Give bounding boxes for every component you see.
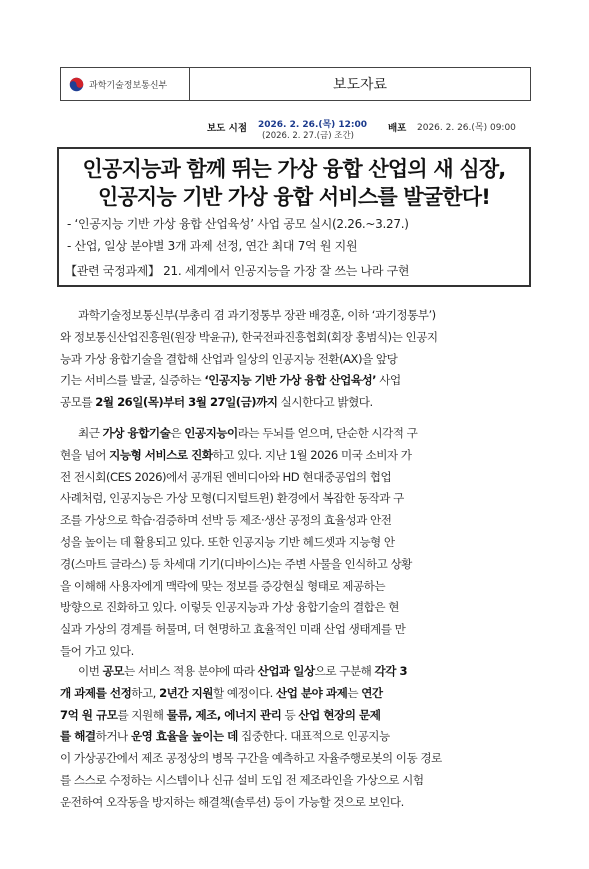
p1-line: 공모를 2월 26일(목)부터 3월 27일(금)까지 실시한다고 밝혔다. [60, 395, 373, 410]
p2-line: 최근 가상 융합기술은 인공지능이라는 두뇌를 얻으며, 단순한 시각적 구 [78, 426, 418, 440]
header-box [60, 67, 531, 101]
program-name: ‘인공지능 기반 가상 융합 산업육성’ [204, 373, 377, 388]
p3-line: 이 가상공간에서 제조 공정상의 병목 구간을 예측하고 자율주행로봇의 이동 경로 [60, 751, 442, 766]
p2-line: 성을 높이는 데 활용되고 있다. 또한 인공지능 기반 헤드셋과 지능형 안 [60, 534, 395, 549]
taegeuk-emblem-icon [69, 77, 84, 92]
ministry-logo [61, 68, 190, 100]
p1-line: 와 정보통신산업진흥원(원장 박윤규), 한국전파진흥협회(회장 홍범식)는 인공지 [60, 329, 438, 344]
subheadline-2: - 산업, 일상 분야별 3개 과제 선정, 연간 최대 7억 원 지원 [67, 239, 358, 253]
org-name: 과학기술정보통신부 [89, 80, 168, 91]
paragraph-1 [60, 305, 530, 414]
embargo-secondary: (2026. 2. 27.(금) 조간) [262, 131, 354, 141]
doc-type-label: 보도자료 [332, 77, 388, 93]
p2-line: 조를 가상으로 학습·검증하며 선박 등 제조·생산 공정의 효율성과 안전 [60, 513, 392, 528]
p2-line: 사례처럼, 인공지능은 가상 모형(디지털트윈) 환경에서 복잡한 동작과 구 [60, 491, 404, 506]
p2-line: 경(스마트 글라스) 등 차세대 기기(디바이스)는 주변 사물을 인식하고 상황 [60, 556, 412, 571]
headline-line-2: 인공지능 기반 가상 융합 서비스를 발굴한다! [97, 185, 491, 209]
p2-line: 실과 가상의 경계를 허물며, 더 현명하고 효율적인 미래 산업 생태계를 만 [60, 622, 406, 637]
p3-line: 개 과제를 선정하고, 2년간 지원할 예정이다. 산업 분야 과제는 연간 [60, 685, 383, 700]
title-box [57, 147, 531, 287]
p1-line: 기는 서비스를 발굴, 실증하는 ‘인공지능 기반 가상 융합 산업육성’ 사업 [60, 373, 401, 388]
p2-line: 들어 가고 있다. [60, 643, 134, 658]
p2-line: 방향으로 진화하고 있다. 이렇듯 인공지능과 가상 융합기술의 결합은 현 [60, 600, 399, 615]
p2-line: 현을 넘어 지능형 서비스로 진화하고 있다. 지난 1월 2026 미국 소비자 가 [60, 447, 412, 462]
paragraph-3 [60, 661, 530, 814]
embargo-primary: 2026. 2. 26.(목) 12:00 [258, 120, 368, 130]
subheadline-1: - ‘인공지능 기반 가상 융합 산업육성’ 사업 공모 실시(2.26.~3.27.) [67, 217, 409, 231]
release-info [0, 117, 589, 143]
p3-line: 를 스스로 수정하는 시스템이나 신규 설비 도입 전 제조라인을 가상으로 시험 [60, 772, 424, 787]
distribution-label: 배포 [388, 123, 407, 134]
headline-line-1: 인공지능과 함께 뛰는 가상 융합 산업의 새 심장, [82, 157, 506, 181]
p3-line: 7억 원 규모를 지원해 물류, 제조, 에너지 관리 등 산업 현장의 문제 [60, 707, 381, 722]
agenda-label: 【관련 국정과제】 [65, 264, 160, 278]
agenda-text: 21. 세계에서 인공지능을 가장 잘 쓰는 나라 구현 [159, 264, 410, 278]
p3-line: 를 해결하거나 운영 효율을 높이는 데 집중한다. 대표적으로 인공지능 [60, 729, 390, 744]
distribution-value: 2026. 2. 26.(목) 09:00 [417, 123, 516, 133]
p1-line: 과학기술정보통신부(부총리 겸 과기정통부 장관 배경훈, 이하 ‘과기정통부’) [78, 308, 436, 322]
p2-line: 을 이해해 사용자에게 맥락에 맞는 정보를 증강현실 형태로 제공하는 [60, 578, 386, 593]
paragraph-2 [60, 423, 530, 663]
related-agenda [59, 260, 529, 282]
embargo-label: 보도 시점 [207, 123, 248, 134]
p3-line: 운전하여 오작동을 방지하는 해결책(솔루션) 등이 가능할 것으로 보인다. [60, 794, 404, 809]
p2-line: 전 전시회(CES 2026)에서 공개된 엔비디아와 HD 현대중공업의 협업 [60, 469, 392, 484]
p1-line: 능과 가상 융합기술을 결합해 산업과 일상의 인공지능 전환(AX)을 앞당 [60, 351, 398, 366]
application-period: 2월 26일(목)부터 3월 27일(금)까지 [95, 395, 278, 410]
p3-line: 이번 공모는 서비스 적용 분야에 따라 산업과 일상으로 구분해 각각 3 [78, 664, 408, 678]
